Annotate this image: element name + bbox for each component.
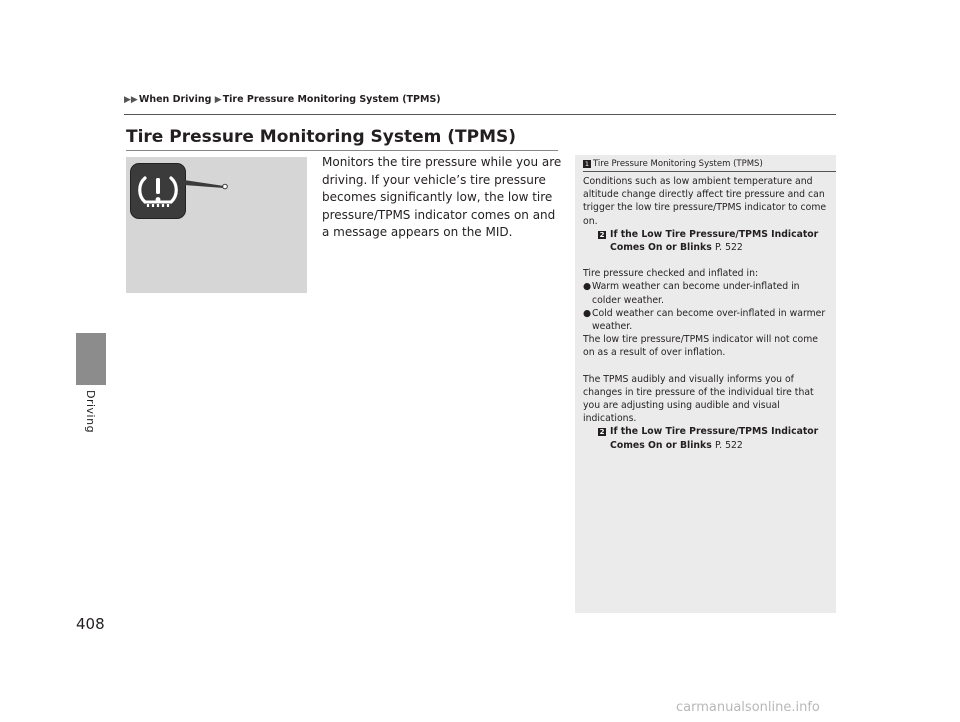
section-label: Driving <box>84 390 97 434</box>
header-divider <box>124 114 836 115</box>
intro-paragraph: Monitors the tire pressure while you are driving. If your vehicle’s tire pressure becomes significantly low, the low tire pressure/TPMS indicator comes on and a message appears on the MID. <box>322 155 562 240</box>
bullet-icon: ● <box>583 307 592 319</box>
cross-reference-link[interactable] <box>583 228 829 254</box>
reference-arrow-icon: 2 <box>599 230 605 239</box>
tpms-badge <box>130 163 186 219</box>
list-item: ●Warm weather can become under-inflated in colder weather. <box>583 281 800 306</box>
sidebar-paragraph: The low tire pressure/TPMS indicator will not come on as a result of over inflation. <box>583 334 818 359</box>
sidebar-paragraph: Tire pressure checked and inflated in: <box>583 268 759 280</box>
sidebar-title-text: Tire Pressure Monitoring System (TPMS) <box>593 159 763 169</box>
callout-line <box>184 173 230 193</box>
page-number: 408 <box>76 615 105 633</box>
sidebar-note <box>575 155 836 613</box>
tpms-warning-icon <box>131 164 185 218</box>
breadcrumb-arrow-icon: ▶▶ <box>124 95 138 105</box>
bullet-icon: ● <box>583 281 592 293</box>
page-title: Tire Pressure Monitoring System (TPMS) <box>126 127 517 147</box>
cross-reference-link[interactable] <box>583 425 829 451</box>
reference-text: If the Low Tire Pressure/TPMS Indicator Comes On or Blinks <box>610 228 819 254</box>
tpms-indicator-figure <box>126 157 307 293</box>
sidebar-title <box>583 159 763 169</box>
section-tab <box>76 333 106 385</box>
breadcrumb-item-when-driving[interactable]: When Driving <box>138 94 212 105</box>
reference-page: P. 522 <box>715 242 743 254</box>
sidebar-body <box>583 175 829 452</box>
title-divider <box>126 150 558 151</box>
note-marker: 1 <box>584 160 590 168</box>
watermark: carmanualsonline.info <box>676 700 820 715</box>
breadcrumb-item-tpms[interactable]: Tire Pressure Monitoring System (TPMS) <box>222 94 441 105</box>
sidebar-divider <box>583 171 836 172</box>
reference-text: If the Low Tire Pressure/TPMS Indicator Comes On or Blinks <box>610 426 819 451</box>
sidebar-paragraph: Conditions such as low ambient temperature and altitude change directly affect tire pressure and can trigger the low tire pressure/TPMS indicator to come on. <box>583 176 827 227</box>
breadcrumb-arrow-icon: ▶ <box>214 95 222 105</box>
list-item: ●Cold weather can become over-inflated in warmer weather. <box>583 307 826 333</box>
reference-page: P. 522 <box>715 439 743 451</box>
reference-arrow-icon: 2 <box>599 428 605 437</box>
breadcrumb <box>124 94 441 105</box>
sidebar-paragraph: The TPMS audibly and visually informs you of changes in tire pressure of the individual tire that you are adjusting using audible and visual indications. <box>583 373 814 425</box>
